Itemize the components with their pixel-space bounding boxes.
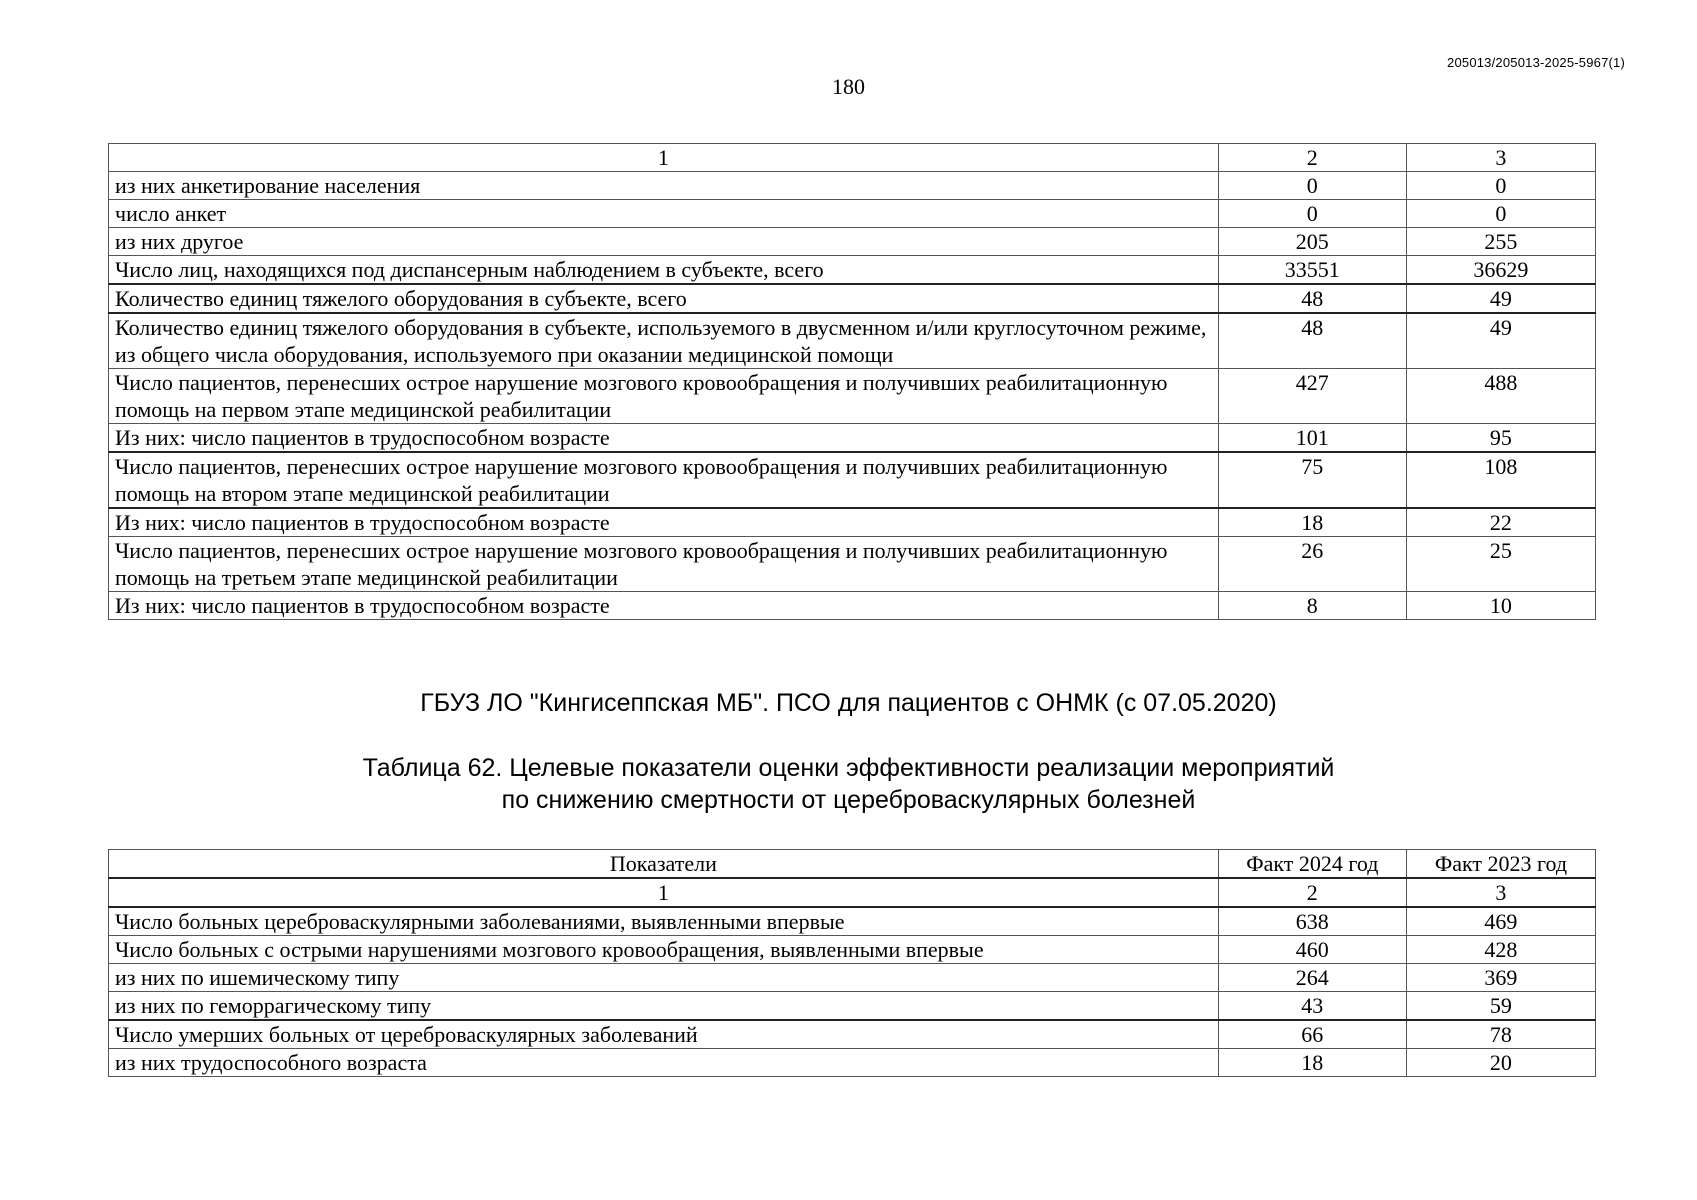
table-row <box>109 424 1596 453</box>
value-2024: 66 <box>1218 1020 1406 1049</box>
row-label: из них трудоспособного возраста <box>109 1049 1219 1077</box>
data-table-continued <box>108 143 1596 620</box>
value-2023: 469 <box>1406 907 1595 936</box>
value-2024: 205 <box>1218 228 1406 256</box>
column-number-2: 2 <box>1218 878 1406 907</box>
page-number: 180 <box>832 74 865 99</box>
value-2024: 427 <box>1218 369 1406 424</box>
value-2024: 0 <box>1218 200 1406 228</box>
row-label: Число лиц, находящихся под диспансерным наблюдением в субъекте, всего <box>109 256 1219 285</box>
value-2023: 0 <box>1406 172 1595 200</box>
table-row <box>109 992 1596 1021</box>
column-header-indicators: Показатели <box>109 850 1219 879</box>
value-2023: 108 <box>1406 452 1595 508</box>
value-2023: 49 <box>1406 313 1595 369</box>
table-row <box>109 313 1596 369</box>
column-header-2024: Факт 2024 год <box>1218 850 1406 879</box>
value-2024: 33551 <box>1218 256 1406 285</box>
document-id: 205013/205013-2025-5967(1) <box>1447 55 1625 70</box>
table-row <box>109 964 1596 992</box>
column-number-2: 2 <box>1218 144 1406 172</box>
table-row <box>109 172 1596 200</box>
row-label: Число пациентов, перенесших острое нарушение мозгового кровообращения и получивших реабилитационную помощь на третьем этапе медицинской реабилитации <box>109 537 1219 592</box>
table-row <box>109 200 1596 228</box>
column-number-1: 1 <box>109 878 1219 907</box>
value-2023: 49 <box>1406 284 1595 313</box>
table-caption <box>0 752 1697 816</box>
value-2024: 18 <box>1218 1049 1406 1077</box>
table-62 <box>108 849 1596 1077</box>
value-2024: 75 <box>1218 452 1406 508</box>
value-2024: 8 <box>1218 592 1406 620</box>
row-label: из них по ишемическому типу <box>109 964 1219 992</box>
table-row <box>109 1049 1596 1077</box>
table-caption-line-1: Таблица 62. Целевые показатели оценки эффективности реализации мероприятий <box>362 754 1335 782</box>
value-2024: 26 <box>1218 537 1406 592</box>
row-label: Число больных цереброваскулярными заболеваниями, выявленными впервые <box>109 907 1219 936</box>
row-label: Число умерших больных от цереброваскулярных заболеваний <box>109 1020 1219 1049</box>
row-label: Число пациентов, перенесших острое нарушение мозгового кровообращения и получивших реабилитационную помощь на втором этапе медицинской реабилитации <box>109 452 1219 508</box>
value-2023: 95 <box>1406 424 1595 453</box>
table-row <box>109 369 1596 424</box>
value-2023: 36629 <box>1406 256 1595 285</box>
row-label: Число пациентов, перенесших острое нарушение мозгового кровообращения и получивших реабилитационную помощь на первом этапе медицинской реабилитации <box>109 369 1219 424</box>
value-2023: 22 <box>1406 508 1595 537</box>
value-2023: 78 <box>1406 1020 1595 1049</box>
column-header-2023: Факт 2023 год <box>1406 850 1595 879</box>
table-numbering-row <box>109 878 1596 907</box>
table-row <box>109 284 1596 313</box>
value-2024: 43 <box>1218 992 1406 1021</box>
table-row <box>109 228 1596 256</box>
value-2023: 10 <box>1406 592 1595 620</box>
column-number-3: 3 <box>1406 144 1595 172</box>
value-2024: 0 <box>1218 172 1406 200</box>
row-label: Из них: число пациентов в трудоспособном возрасте <box>109 508 1219 537</box>
row-label: число анкет <box>109 200 1219 228</box>
value-2023: 25 <box>1406 537 1595 592</box>
value-2024: 638 <box>1218 907 1406 936</box>
row-label: Из них: число пациентов в трудоспособном возрасте <box>109 592 1219 620</box>
table-row <box>109 592 1596 620</box>
table-header-row <box>109 144 1596 172</box>
row-label: Число больных с острыми нарушениями мозгового кровообращения, выявленными впервые <box>109 936 1219 964</box>
table-row <box>109 256 1596 285</box>
value-2024: 460 <box>1218 936 1406 964</box>
column-number-3: 3 <box>1406 878 1595 907</box>
row-label: из них другое <box>109 228 1219 256</box>
value-2023: 255 <box>1406 228 1595 256</box>
value-2023: 0 <box>1406 200 1595 228</box>
value-2024: 48 <box>1218 284 1406 313</box>
table-row <box>109 537 1596 592</box>
value-2024: 264 <box>1218 964 1406 992</box>
table-row <box>109 1020 1596 1049</box>
section-heading: ГБУЗ ЛО "Кингисеппская МБ". ПСО для пациентов с ОНМК (с 07.05.2020) <box>420 689 1277 717</box>
table-column-headers <box>109 850 1596 879</box>
table-row <box>109 508 1596 537</box>
value-2023: 488 <box>1406 369 1595 424</box>
row-label: из них по геморрагическому типу <box>109 992 1219 1021</box>
value-2024: 48 <box>1218 313 1406 369</box>
table-row <box>109 907 1596 936</box>
table-caption-line-2: по снижению смертности от цереброваскулярных болезней <box>501 786 1196 814</box>
value-2023: 428 <box>1406 936 1595 964</box>
value-2023: 20 <box>1406 1049 1595 1077</box>
value-2024: 18 <box>1218 508 1406 537</box>
value-2023: 59 <box>1406 992 1595 1021</box>
row-label: Из них: число пациентов в трудоспособном возрасте <box>109 424 1219 453</box>
value-2023: 369 <box>1406 964 1595 992</box>
row-label: из них анкетирование населения <box>109 172 1219 200</box>
table-row <box>109 452 1596 508</box>
row-label: Количество единиц тяжелого оборудования в субъекте, всего <box>109 284 1219 313</box>
column-number-1: 1 <box>109 144 1219 172</box>
table-row <box>109 936 1596 964</box>
value-2024: 101 <box>1218 424 1406 453</box>
row-label: Количество единиц тяжелого оборудования в субъекте, используемого в двусменном и/или круглосуточном режиме, из общего числа оборудования, используемого при оказании медицинской помощи <box>109 313 1219 369</box>
